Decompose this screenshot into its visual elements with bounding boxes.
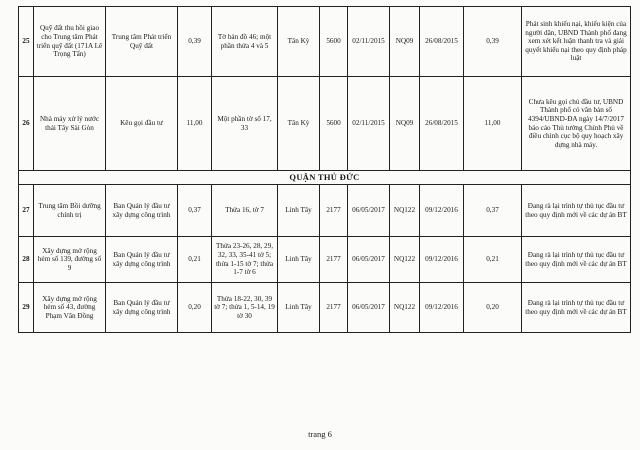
cell-doc-date: 06/05/2017 — [348, 237, 390, 283]
page-number: trang 6 — [308, 429, 332, 439]
cell-doc-date: 02/11/2015 — [348, 7, 390, 77]
cell-ward: Tân Kỳ — [278, 7, 320, 77]
cell-plot: Thửa 23-26, 28, 29, 32, 33, 35-41 tờ 5; thửa 1-15 tờ 7; thửa 1-7 tờ 6 — [212, 237, 278, 283]
cell-res-date: 26/08/2015 — [420, 7, 464, 77]
cell-note: Phát sinh khiếu nại, khiếu kiện của người dân, UBND Thành phố đang xem xét kết luận thanh tra và giải quyết khiếu nại theo quy định pháp luật — [522, 7, 631, 77]
cell-resolution: NQ09 — [390, 77, 420, 171]
cell-doc-no: 2177 — [320, 185, 348, 237]
cell-res-date: 09/12/2016 — [420, 185, 464, 237]
cell-unit: Kêu gọi đầu tư — [106, 77, 178, 171]
cell-stt: 25 — [19, 7, 34, 77]
cell-doc-no: 5600 — [320, 7, 348, 77]
cell-unit: Ban Quản lý đầu tư xây dựng công trình — [106, 283, 178, 333]
cell-doc-date: 02/11/2015 — [348, 77, 390, 171]
table-row — [19, 7, 631, 77]
cell-area: 0,20 — [178, 283, 212, 333]
cell-stt: 26 — [19, 77, 34, 171]
table-row — [19, 77, 631, 171]
cell-res-date: 09/12/2016 — [420, 237, 464, 283]
cell-resolution: NQ122 — [390, 185, 420, 237]
cell-stt: 29 — [19, 283, 34, 333]
cell-stt: 28 — [19, 237, 34, 283]
cell-area2: 0,37 — [464, 185, 522, 237]
table-section — [19, 171, 631, 185]
table-body-top — [19, 7, 631, 171]
cell-doc-date: 06/05/2017 — [348, 185, 390, 237]
cell-res-date: 09/12/2016 — [420, 283, 464, 333]
cell-ward: Linh Tây — [278, 237, 320, 283]
cell-doc-no: 2177 — [320, 283, 348, 333]
cell-plot: Tờ bản đồ 46; một phần thửa 4 và 5 — [212, 7, 278, 77]
section-row — [19, 171, 631, 185]
cell-note: Đang rà lại trình tự thủ tục đầu tư theo quy định mới về các dự án BT — [522, 185, 631, 237]
table-row — [19, 283, 631, 333]
cell-note: Đang rà lại trình tự thủ tục đầu tư theo quy định mới về các dự án BT — [522, 237, 631, 283]
cell-area2: 11,00 — [464, 77, 522, 171]
cell-plot: Thửa 16, tờ 7 — [212, 185, 278, 237]
cell-area2: 0,39 — [464, 7, 522, 77]
table-row — [19, 237, 631, 283]
cell-resolution: NQ09 — [390, 7, 420, 77]
cell-name: Xây dựng mở rộng hẻm số 43, đường Phạm Văn Đồng — [34, 283, 106, 333]
cell-unit: Ban Quản lý đầu tư xây dựng công trình — [106, 185, 178, 237]
cell-name: Trung tâm Bồi dưỡng chính trị — [34, 185, 106, 237]
table-body-bottom — [19, 185, 631, 333]
cell-unit: Ban Quản lý đầu tư xây dựng công trình — [106, 237, 178, 283]
cell-area: 0,37 — [178, 185, 212, 237]
cell-resolution: NQ122 — [390, 283, 420, 333]
cell-resolution: NQ122 — [390, 237, 420, 283]
cell-name: Nhà máy xử lý nước thải Tây Sài Gòn — [34, 77, 106, 171]
cell-ward: Tân Kỳ — [278, 77, 320, 171]
cell-unit: Trung tâm Phát triển Quỹ đất — [106, 7, 178, 77]
cell-plot: Một phần tờ số 17, 33 — [212, 77, 278, 171]
cell-note: Chưa kêu gọi chủ đầu tư, UBND Thành phố có văn bản số 4394/UBND-ĐA ngày 14/7/2017 báo cáo Thủ tướng Chính Phủ về điều chỉnh cục bộ quy hoạch xây dựng nhà máy. — [522, 77, 631, 171]
cell-res-date: 26/08/2015 — [420, 77, 464, 171]
project-table — [18, 6, 631, 333]
cell-doc-no: 2177 — [320, 237, 348, 283]
cell-plot: Thửa 18-22, 30, 39 tờ 7; thửa 1, 5-14, 19 tờ 30 — [212, 283, 278, 333]
cell-name: Quỹ đất thu hồi giao cho Trung tâm Phát triển quỹ đất (171A Lê Trọng Tấn) — [34, 7, 106, 77]
cell-area2: 0,21 — [464, 237, 522, 283]
cell-area: 11,00 — [178, 77, 212, 171]
cell-note: Đang rà lại trình tự thủ tục đầu tư theo quy định mới về các dự án BT — [522, 283, 631, 333]
cell-area: 0,39 — [178, 7, 212, 77]
cell-area2: 0,20 — [464, 283, 522, 333]
cell-ward: Linh Tây — [278, 185, 320, 237]
cell-ward: Linh Tây — [278, 283, 320, 333]
cell-stt: 27 — [19, 185, 34, 237]
section-title: QUẬN THỦ ĐỨC — [19, 171, 631, 185]
cell-doc-date: 06/05/2017 — [348, 283, 390, 333]
cell-area: 0,21 — [178, 237, 212, 283]
cell-name: Xây dựng mở rộng hẻm số 139, đường số 9 — [34, 237, 106, 283]
table-row — [19, 185, 631, 237]
cell-doc-no: 5600 — [320, 77, 348, 171]
